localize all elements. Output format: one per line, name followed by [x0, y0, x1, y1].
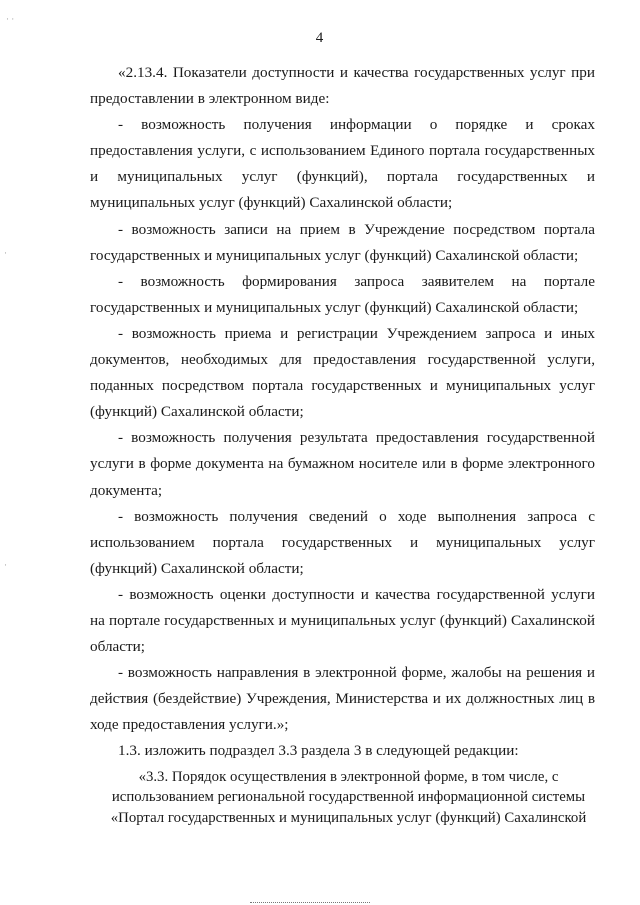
scan-mark: ·: [4, 248, 7, 258]
scan-artifact: [250, 896, 370, 903]
list-item: - возможность получения результата предоставления государственной услуги в форме документа на бумажном носителе или в форме электронного документа;: [90, 429, 595, 499]
list-item: - возможность приема и регистрации Учреждением запроса и иных документов, необходимых для предоставления государственной услуги, поданных посредством портала государственных и муниципальных услуг (функций) Сахалинской области;: [90, 324, 595, 421]
quoted-heading-line: использованием региональной государственной информационной системы: [111, 789, 586, 806]
scan-mark: ·: [4, 560, 7, 570]
page-number: 4: [315, 30, 325, 46]
quoted-heading-line: «Портал государственных и муниципальных услуг (функций) Сахалинской: [110, 809, 587, 826]
amendment-instruction: 1.3. изложить подраздел 3.3 раздела 3 в следующей редакции:: [118, 742, 519, 760]
list-item: - возможность оценки доступности и качества государственной услуги на портале государственных и муниципальных услуг (функций) Сахалинской области;: [90, 585, 595, 656]
document-body: [90, 60, 595, 828]
list-item: - возможность получения информации о порядке и сроках предоставления услуги, с использованием Единого портала государственных и муниципальных услуг (функций), портала государственных и муниципальных услуг (функций) Сахалинской области;: [90, 116, 595, 212]
list-item: - возможность записи на прием в Учреждение посредством портала государственных и муниципальных услуг (функций) Сахалинской области;: [90, 220, 595, 264]
scan-mark: · ·: [6, 14, 15, 24]
list-item: - возможность формирования запроса заявителем на портале государственных и муниципальных услуг (функций) Сахалинской области;: [90, 272, 595, 316]
list-item: - возможность направления в электронной форме, жалобы на решения и действия (бездействие) Учреждения, Министерства и их должностных лиц в ходе предоставления услуги.»;: [90, 664, 595, 734]
list-item: - возможность получения сведений о ходе выполнения запроса с использованием портала государственных и муниципальных услуг (функций) Сахалинской области;: [90, 507, 595, 577]
quoted-heading-line: «3.3. Порядок осуществления в электронной форме, в том числе, с: [138, 768, 559, 785]
section-heading: «2.13.4. Показатели доступности и качества государственных услуг при предоставлении в электронном виде:: [90, 64, 595, 108]
